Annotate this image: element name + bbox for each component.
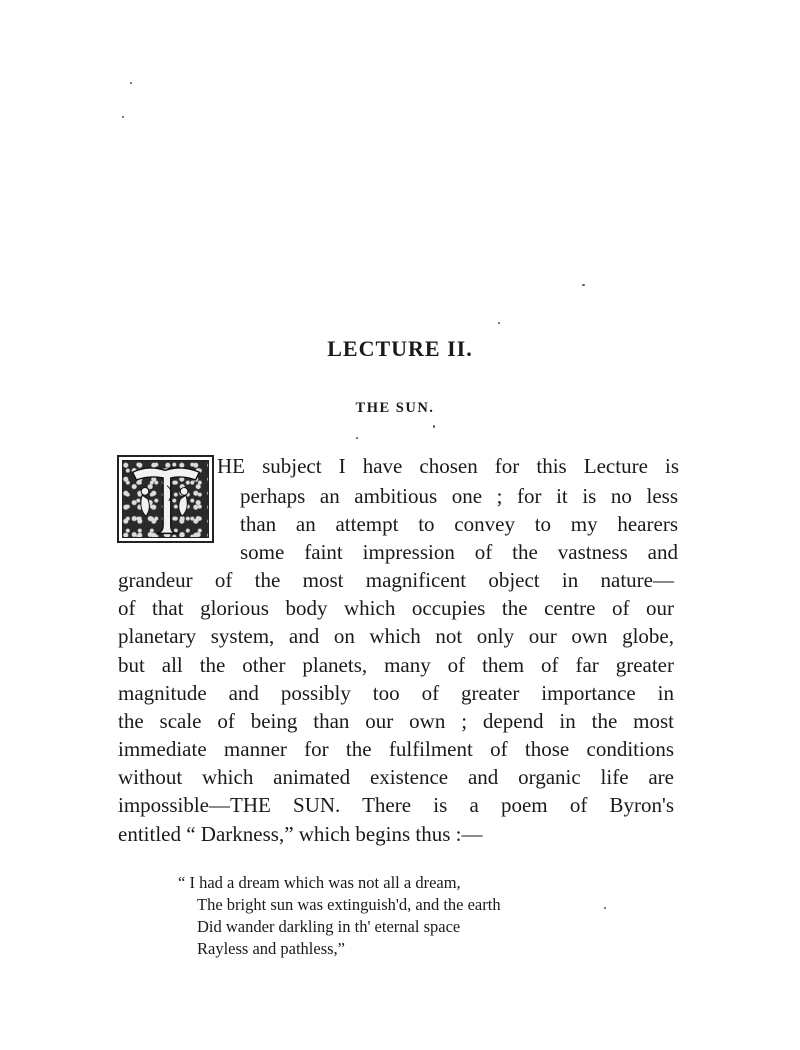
paragraph-line: impossible—THE SUN. There is a poem of Byron's — [118, 793, 674, 817]
paragraph-line: but all the other planets, many of them of far greater — [118, 653, 674, 677]
quote-line: The bright sun was extinguish'd, and the earth — [197, 895, 501, 914]
print-speck — [433, 425, 435, 428]
print-speck — [356, 437, 358, 439]
print-speck — [582, 284, 585, 286]
ornamental-drop-cap — [117, 455, 214, 543]
quote-line: Did wander darkling in th' eternal space — [197, 917, 461, 936]
print-speck — [122, 116, 124, 118]
drop-cap-letter-t-icon — [119, 457, 212, 541]
paragraph-line: without which animated existence and organic life are — [118, 765, 674, 789]
paragraph-line: of that glorious body which occupies the centre of our — [118, 596, 674, 620]
paragraph-line: grandeur of the most magnificent object in nature— — [118, 568, 674, 592]
print-speck — [130, 82, 132, 84]
paragraph-line: perhaps an ambitious one ; for it is no less — [240, 484, 678, 508]
paragraph-line: planetary system, and on which not only our own globe, — [118, 624, 674, 648]
paragraph-line: the scale of being than our own ; depend in the most — [118, 709, 674, 733]
paragraph-line: HE subject I have chosen for this Lecture is — [217, 454, 679, 478]
print-speck — [604, 907, 606, 909]
paragraph-line: magnitude and possibly too of greater importance in — [118, 681, 674, 705]
quote-line: “ I had a dream which was not all a dream, — [178, 873, 461, 892]
print-speck — [498, 322, 500, 324]
lecture-title: LECTURE II. — [327, 336, 473, 361]
paragraph-line: immediate manner for the fulfilment of those conditions — [118, 737, 674, 761]
paragraph-line: entitled “ Darkness,” which begins thus :— — [118, 822, 483, 846]
chapter-subtitle: THE SUN. — [355, 400, 435, 416]
quote-line: Rayless and pathless,” — [197, 939, 346, 958]
paragraph-line: than an attempt to convey to my hearers — [240, 512, 678, 536]
paragraph-line: some faint impression of the vastness and — [240, 540, 678, 564]
